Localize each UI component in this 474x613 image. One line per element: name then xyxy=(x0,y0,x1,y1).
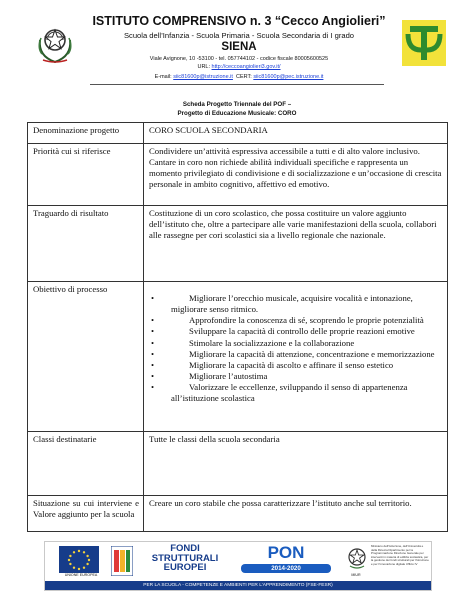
pon-wordmark: PON xyxy=(267,543,305,562)
school-url-link[interactable]: http://ceccoangiolieri3.gov.it/ xyxy=(211,64,281,70)
bullet-icon: • xyxy=(151,293,155,303)
list-item xyxy=(149,360,443,371)
miur-caption: MIUR xyxy=(351,573,361,577)
scheda-subtitle: Progetto di Educazione Musicale: CORO xyxy=(177,110,297,117)
list-item xyxy=(149,315,443,326)
table-row xyxy=(28,496,448,532)
list-item xyxy=(149,382,443,404)
fondi-strutturali-europei-wordmark xyxy=(137,544,233,573)
table-row xyxy=(28,123,448,144)
objectives-list xyxy=(149,293,443,404)
school-city: SIENA xyxy=(221,41,257,53)
objective-text: Migliorare l’autostima xyxy=(189,370,268,381)
bullet-icon: • xyxy=(151,359,155,370)
bullet-icon: • xyxy=(151,326,155,337)
table-row xyxy=(28,432,448,496)
list-item xyxy=(149,371,443,382)
cert-email-link[interactable]: siic81600p@pec.istruzione.it xyxy=(253,74,324,80)
eu-caption: UNIONE EUROPEA xyxy=(64,573,98,577)
letterhead xyxy=(0,0,474,88)
row-label: Obiettivo di processo xyxy=(28,282,144,432)
ministry-text: Ministero dell’Istruzione, dell’Università e della Ricerca Dipartimento per la Programmazione Direzione Generale per interventi in materia di edilizia scolastica, per la gestione dei fondi strutturali per l’istruzione e per l’innovazione digitale Ufficio IV xyxy=(371,544,429,566)
objective-text: Migliorare la capacità di ascolto e affinare il senso estetico xyxy=(189,359,394,370)
school-address: Viale Avignone, 10 -53100 - tel. 057744102 - codice fiscale 80005600525 xyxy=(149,56,329,62)
bullet-icon: • xyxy=(151,315,155,326)
objective-text: Migliorare l’orecchio musicale, acquisire vocalità e intonazione, migliorare senso ritmico. xyxy=(171,293,413,315)
fondi-word: FONDI xyxy=(170,543,200,554)
fse-logo-icon xyxy=(111,546,133,576)
footer-tagline-bar: PER LA SCUOLA - COMPETENZE E AMBIENTI PER L’APPRENDIMENTO (FSE-FESR) xyxy=(45,581,431,590)
url-label: URL: xyxy=(197,64,210,70)
objective-text: Stimolare la socializzazione e la collaborazione xyxy=(189,337,355,348)
row-value xyxy=(144,144,448,206)
priority-paragraph: Condividere un’attività espressiva accessibile a tutti e di alto valore inclusivo. xyxy=(149,146,420,156)
list-item xyxy=(149,338,443,349)
email-label: E-mail: xyxy=(154,74,172,80)
list-item xyxy=(149,326,443,337)
header-divider xyxy=(90,84,384,85)
bullet-icon: • xyxy=(151,370,155,381)
row-value: Creare un coro stabile che possa caratterizzare l’istituto anche sul territorio. xyxy=(144,496,448,532)
table-row xyxy=(28,282,448,432)
row-label: Situazione su cui interviene e Valore aggiunto per la scuola xyxy=(28,496,144,532)
pon-years: 2014-2020 xyxy=(241,564,331,573)
italian-republic-emblem-icon xyxy=(36,18,74,64)
europei-word: EUROPEI xyxy=(163,562,207,573)
row-value: CORO SCUOLA SECONDARIA xyxy=(144,123,448,144)
table-row xyxy=(28,144,448,206)
strutturali-word: STRUTTURALI xyxy=(151,552,219,564)
email-link[interactable]: siic81600p@istruzione.it xyxy=(173,74,233,80)
bullet-icon: • xyxy=(151,348,155,359)
eu-flag-icon xyxy=(59,546,99,573)
list-item xyxy=(149,349,443,360)
pon-footer-banner xyxy=(44,541,432,591)
objective-text: Approfondire la conoscenza di sé, scoprendo le proprie potenzialità xyxy=(189,315,424,326)
cert-label: CERT: xyxy=(236,74,252,80)
school-levels: Scuola dell’Infanzia - Scuola Primaria - Scuola Secondaria di I grado xyxy=(123,31,355,40)
row-value: Tutte le classi della scuola secondaria xyxy=(144,432,448,496)
table-row xyxy=(28,206,448,282)
republic-emblem-small-icon xyxy=(347,546,367,570)
priority-paragraph: Cantare in coro non richiede abilità individuali specifiche e rappresenta un momento privilegiato di condivisione e di socializzazione e un’occasione di crescita personale in ambito cognitivo, affettivo ed emotivo. xyxy=(149,157,442,190)
objective-text: Migliorare la capacità di attenzione, concentrazione e memorizzazione xyxy=(189,348,435,359)
bullet-icon: • xyxy=(151,337,155,348)
row-label: Denominazione progetto xyxy=(28,123,144,144)
bullet-icon: • xyxy=(151,382,155,392)
scheda-title: Scheda Progetto Triennale del POF – xyxy=(182,101,292,108)
row-value: Costituzione di un coro scolastico, che possa costituire un valore aggiunto dell’istituto che, oltre a partecipare alle varie manifestazioni della scuola, collabori alle rassegne per cori scolastici sia a livello regionale che nazionale. xyxy=(144,206,448,282)
url-line xyxy=(84,64,394,70)
school-logo-icon xyxy=(402,20,446,66)
objective-text: Valorizzare le eccellenze, sviluppando il senso di appartenenza all’istituzione scolastica xyxy=(171,382,408,404)
row-value xyxy=(144,282,448,432)
school-name: ISTITUTO COMPRENSIVO n. 3 “Cecco Angiolieri” xyxy=(92,14,386,28)
project-table xyxy=(27,122,448,532)
email-line xyxy=(84,74,394,80)
list-item xyxy=(149,293,443,315)
objective-text: Sviluppare la capacità di controllo delle proprie reazioni emotive xyxy=(189,326,415,337)
row-label: Priorità cui si riferisce xyxy=(28,144,144,206)
row-label: Classi destinatarie xyxy=(28,432,144,496)
row-label: Traguardo di risultato xyxy=(28,206,144,282)
